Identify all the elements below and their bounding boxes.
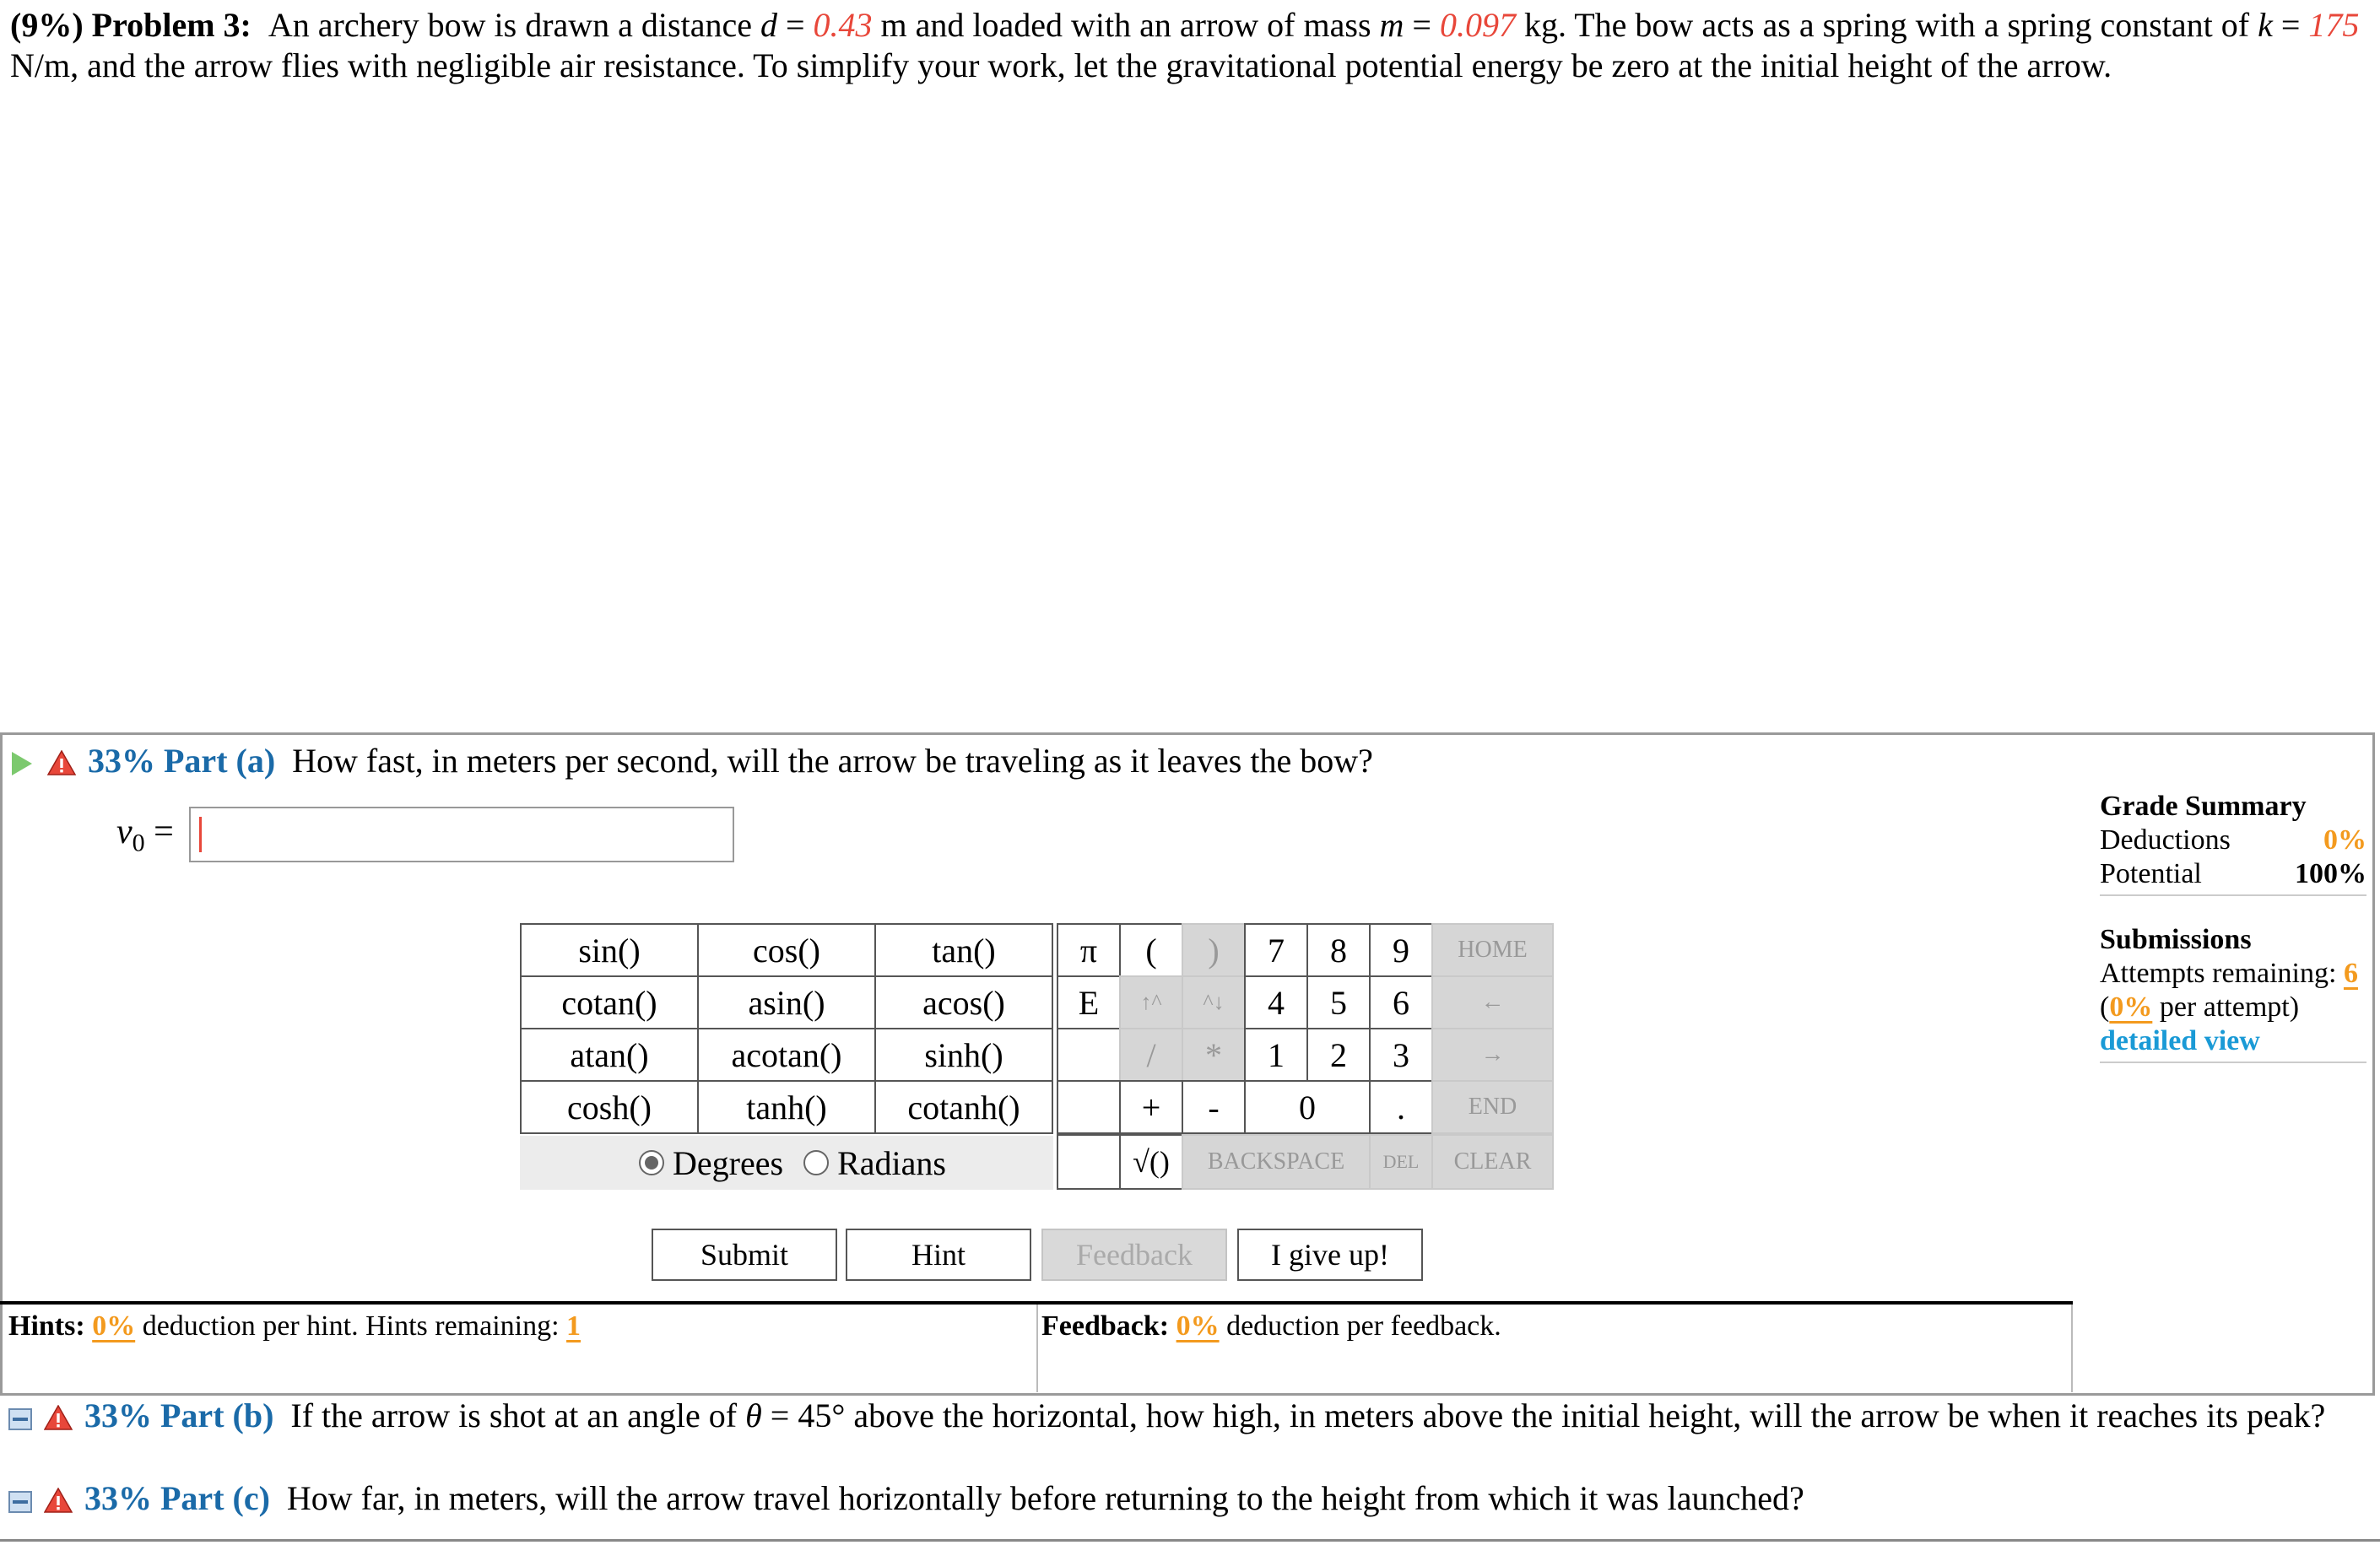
degrees-label[interactable]: Degrees <box>673 1143 784 1182</box>
key-3[interactable]: 3 <box>1369 1028 1433 1082</box>
collapsed-part-icon[interactable] <box>8 1408 32 1430</box>
answer-variable-label <box>116 812 174 857</box>
key-clear[interactable]: CLEAR <box>1431 1134 1554 1190</box>
per-attempt-percent: 0% <box>2109 991 2153 1023</box>
potential-row <box>2100 857 2366 891</box>
key-acos[interactable]: acos() <box>874 975 1053 1029</box>
key-cosh[interactable]: cosh() <box>520 1080 699 1134</box>
answer-var-sub: 0 <box>132 829 145 857</box>
key-sin[interactable]: sin() <box>520 923 699 977</box>
key-right-arrow[interactable]: → <box>1431 1028 1554 1082</box>
problem-text-3: kg. The bow acts as a spring with a spring constant of <box>1515 6 2258 44</box>
key-blank-3 <box>1057 1134 1121 1190</box>
key-7[interactable]: 7 <box>1244 923 1308 977</box>
degrees-radio[interactable] <box>639 1150 664 1175</box>
give-up-button[interactable]: I give up! <box>1237 1229 1423 1281</box>
var-k: k <box>2258 6 2273 44</box>
calculator-keypad <box>520 923 1554 1190</box>
key-atan[interactable]: atan() <box>520 1028 699 1082</box>
problem-statement <box>10 5 2373 86</box>
hint-button[interactable]: Hint <box>846 1229 1031 1281</box>
part-b-question-1: If the arrow is shot at an angle of <box>290 1396 746 1434</box>
warning-icon <box>44 1488 73 1513</box>
part-a-header[interactable] <box>12 741 1373 781</box>
value-k: 175 <box>2308 6 2360 44</box>
deductions-label: Deductions <box>2100 824 2231 856</box>
problem-label: Problem 3: <box>91 6 252 44</box>
grade-summary <box>2100 790 2366 1067</box>
potential-value: 100% <box>2295 858 2366 889</box>
feedback-text: deduction per feedback. <box>1226 1310 1501 1342</box>
key-6[interactable]: 6 <box>1369 975 1433 1029</box>
feedback-info <box>1041 1308 1501 1345</box>
problem-text-2: m and loaded with an arrow of mass <box>872 6 1380 44</box>
key-up-caret[interactable]: ↑^ <box>1119 975 1183 1029</box>
feedback-percent: 0% <box>1176 1310 1220 1342</box>
warning-icon <box>44 1405 73 1430</box>
column-divider <box>2071 1305 2073 1392</box>
key-tanh[interactable]: tanh() <box>697 1080 876 1134</box>
part-c-question: How far, in meters, will the arrow travel horizontally before returning to the height from which it was launched? <box>286 1479 1804 1517</box>
key-sinh[interactable]: sinh() <box>874 1028 1053 1082</box>
radians-label[interactable]: Radians <box>837 1143 946 1182</box>
part-a-percent: 33% Part (a) <box>88 742 276 780</box>
problem-weight: (9%) <box>10 6 84 44</box>
var-m: m <box>1379 6 1404 44</box>
divider <box>2100 894 2366 896</box>
key-4[interactable]: 4 <box>1244 975 1308 1029</box>
hints-remaining: 1 <box>566 1310 581 1342</box>
key-decimal[interactable]: . <box>1369 1080 1433 1134</box>
value-d: 0.43 <box>813 6 873 44</box>
answer-eq: = <box>154 813 174 851</box>
answer-input[interactable] <box>189 807 734 862</box>
key-8[interactable]: 8 <box>1306 923 1371 977</box>
key-down-caret[interactable]: ^↓ <box>1182 975 1246 1029</box>
attempts-value: 6 <box>2343 958 2358 989</box>
eq-sign: = <box>776 6 814 44</box>
var-theta: θ <box>745 1396 762 1434</box>
play-icon[interactable] <box>12 752 32 775</box>
key-blank-2 <box>1057 1080 1121 1134</box>
key-end[interactable]: END <box>1431 1080 1554 1134</box>
key-left-arrow[interactable]: ← <box>1431 975 1554 1029</box>
attempts-label: Attempts remaining: <box>2100 958 2337 989</box>
key-1[interactable]: 1 <box>1244 1028 1308 1082</box>
key-cos[interactable]: cos() <box>697 923 876 977</box>
deductions-value: 0% <box>2323 824 2366 856</box>
grade-summary-title: Grade Summary <box>2100 791 2307 822</box>
key-divide[interactable]: / <box>1119 1028 1183 1082</box>
part-c-percent: 33% Part (c) <box>84 1479 270 1517</box>
key-open-paren[interactable]: ( <box>1119 923 1183 977</box>
eq-sign: = <box>2272 6 2309 44</box>
key-cotanh[interactable]: cotanh() <box>874 1080 1053 1134</box>
key-2[interactable]: 2 <box>1306 1028 1371 1082</box>
deductions-row <box>2100 824 2366 857</box>
key-del[interactable]: DEL <box>1369 1134 1433 1190</box>
text-cursor <box>199 817 202 852</box>
per-attempt-row: (0% per attempt) <box>2100 991 2300 1023</box>
attempts-row <box>2100 957 2366 991</box>
key-pi[interactable]: π <box>1057 923 1121 977</box>
key-backspace[interactable]: BACKSPACE <box>1182 1134 1371 1190</box>
part-b-question-2: = 45° above the horizontal, how high, in meters above the initial height, will the arrow be when it reaches its peak? <box>761 1396 2326 1434</box>
key-asin[interactable]: asin() <box>697 975 876 1029</box>
key-blank <box>1057 1028 1121 1082</box>
warning-icon <box>47 750 76 775</box>
hints-info <box>8 1308 581 1345</box>
part-b-percent: 33% Part (b) <box>84 1396 274 1434</box>
per-attempt-text: per attempt) <box>2159 991 2300 1023</box>
key-9[interactable]: 9 <box>1369 923 1433 977</box>
submissions-title: Submissions <box>2100 924 2252 955</box>
key-close-paren[interactable]: ) <box>1182 923 1246 977</box>
bottom-border <box>0 1539 2380 1542</box>
radians-radio[interactable] <box>803 1150 829 1175</box>
key-cotan[interactable]: cotan() <box>520 975 699 1029</box>
hints-percent: 0% <box>92 1310 136 1342</box>
angle-mode-group <box>520 1136 1053 1190</box>
var-d: d <box>760 6 777 44</box>
key-multiply[interactable]: * <box>1182 1028 1246 1082</box>
key-tan[interactable]: tan() <box>874 923 1053 977</box>
part-b-header[interactable] <box>8 1396 2372 1436</box>
key-5[interactable]: 5 <box>1306 975 1371 1029</box>
problem-text-4: N/m, and the arrow flies with negligible air resistance. To simplify your work, let the gravitational potential energy be zero at the initial height of the arrow. <box>10 46 2112 84</box>
divider <box>2100 1062 2366 1063</box>
potential-label: Potential <box>2100 858 2202 889</box>
hints-text: deduction per hint. Hints remaining: <box>142 1310 560 1342</box>
detailed-view-link[interactable]: detailed view <box>2100 1025 2260 1056</box>
key-sqrt[interactable]: √() <box>1119 1134 1183 1190</box>
part-a-question: How fast, in meters per second, will the arrow be traveling as it leaves the bow? <box>292 742 1373 780</box>
value-m: 0.097 <box>1439 6 1516 44</box>
key-e[interactable]: E <box>1057 975 1121 1029</box>
key-acotan[interactable]: acotan() <box>697 1028 876 1082</box>
eq-sign: = <box>1404 6 1440 44</box>
submit-button[interactable]: Submit <box>652 1229 837 1281</box>
key-plus[interactable]: + <box>1119 1080 1183 1134</box>
collapsed-part-icon[interactable] <box>8 1491 32 1513</box>
key-home[interactable]: HOME <box>1431 923 1554 977</box>
key-0[interactable]: 0 <box>1244 1080 1371 1134</box>
part-c-header[interactable] <box>8 1478 1804 1519</box>
feedback-label: Feedback: <box>1041 1310 1170 1342</box>
key-minus[interactable]: - <box>1182 1080 1246 1134</box>
column-divider <box>1036 1305 1038 1392</box>
problem-text-1: An archery bow is drawn a distance <box>268 6 760 44</box>
hints-label: Hints: <box>8 1310 85 1342</box>
answer-var: v <box>116 813 133 851</box>
feedback-button[interactable]: Feedback <box>1041 1229 1227 1281</box>
